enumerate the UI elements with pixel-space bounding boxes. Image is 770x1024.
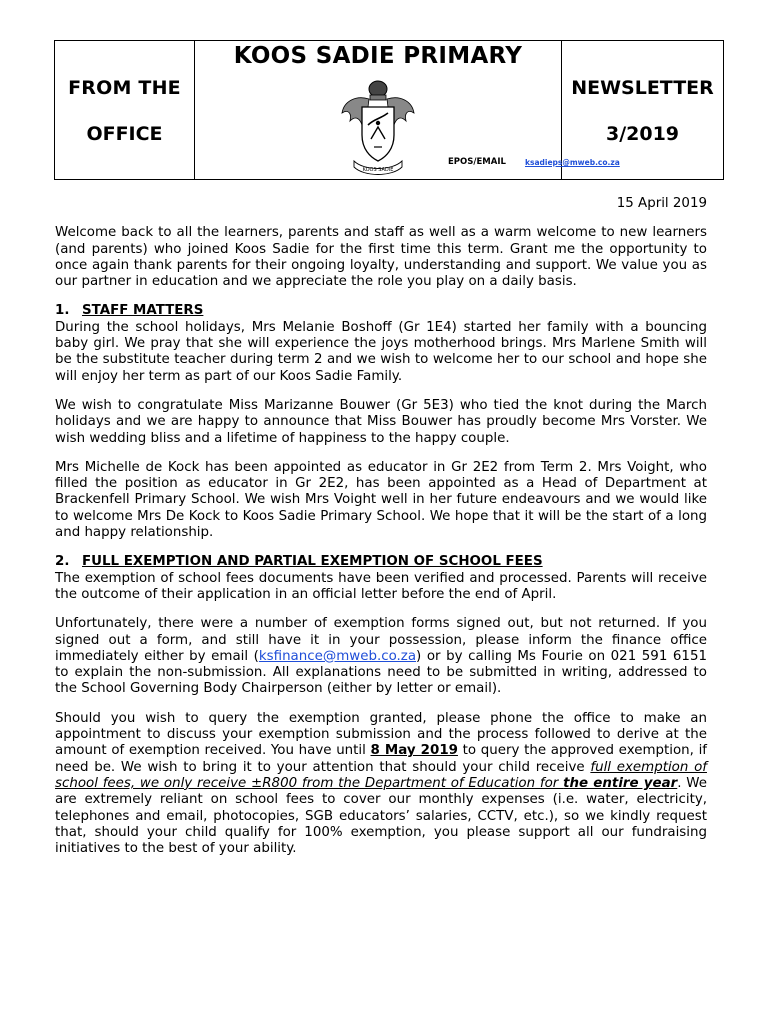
- section-title: STAFF MATTERS: [82, 303, 204, 319]
- newsletter-header: [54, 40, 724, 180]
- contact-label: EPOS/EMAIL: [448, 157, 506, 167]
- exemption-text: Should you wish to query the exemption granted, please phone the office to make an appointment to discuss your exemption submission and the process followed to derive at the amount of exemption received. You have until: [55, 710, 707, 759]
- newsletter-body: [55, 196, 707, 870]
- exemption-paragraph-3: [55, 711, 707, 858]
- exemption-text: Unfortunately, there were a number of exemption forms signed out, but not returned. If you signed out a form, and still have it in your possession, please inform the finance office immediately either by email (: [55, 616, 707, 664]
- issue-number: 3/2019: [605, 123, 680, 145]
- finance-email-link[interactable]: ksfinance@mweb.co.za: [258, 648, 417, 664]
- header-left-cell: [55, 41, 195, 179]
- section-heading-exemption: [55, 554, 707, 570]
- office-label: OFFICE: [86, 123, 163, 145]
- newsletter-date: 15 April 2019: [616, 196, 707, 211]
- header-right-cell: [562, 41, 723, 179]
- section-title: FULL EXEMPTION AND PARTIAL EXEMPTION OF SCHOOL FEES: [82, 554, 543, 570]
- from-the-label: FROM THE: [68, 77, 181, 99]
- query-deadline: 8 May 2019: [370, 743, 458, 759]
- newsletter-label: NEWSLETTER: [571, 77, 714, 99]
- school-name: KOOS SADIE PRIMARY: [233, 43, 523, 69]
- exemption-text: . We are extremely reliant on school fees to cover our monthly expenses (i.e. water, electricity, telephones and email, photocopies, SGB educators’ salaries, CCTV, etc.), so we kindly request that, should your child qualify for 100% exemption, you please support all our fundraising initiatives to the best of your ability.: [55, 775, 707, 857]
- exemption-text: to query the approved exemption, if need be. We wish to bring it to your attention that should your child receive: [55, 743, 707, 775]
- header-center-cell: [195, 41, 620, 179]
- exemption-text: ) or by calling Ms Fourie on 021 591 6151 to explain the non-submission. All explanations need to be submitted in writing, addressed to the School Governing Body Chairperson (either by letter or email).: [55, 648, 707, 697]
- staff-paragraph-3: Mrs Michelle de Kock has been appointed as educator in Gr 2E2 from Term 2. Mrs Voight, who filled the position as educator in Gr 2E2, has been appointed as a Head of Department at Brackenfell Primary School. We wish Mrs Voight well in her future endeavours and we would like to welcome Mrs De Kock to Koos Sadie Primary School. We hope that it will be the start of a long and happy relationship.: [55, 459, 707, 541]
- exemption-emphasis-strong: the entire year: [563, 775, 678, 791]
- staff-paragraph-2: We wish to congratulate Miss Marizanne Bouwer (Gr 5E3) who tied the knot during the March holidays and we are happy to announce that Miss Bouwer has proudly become Mrs Vorster. We wish wedding bliss and a lifetime of happiness to the happy couple.: [55, 397, 707, 446]
- section-number: 1.: [55, 303, 70, 319]
- school-crest-logo: [338, 77, 418, 177]
- exemption-paragraph-2: [55, 616, 707, 697]
- section-number: 2.: [55, 554, 70, 570]
- intro-paragraph: Welcome back to all the learners, parents and staff as well as a warm welcome to new learners (and parents) who joined Koos Sadie for the first time this term. Grant me the opportunity to once again thank parents for their ongoing loyalty, understanding and support. We value you as our partner in education and we appreciate the role you play on a daily basis.: [55, 225, 707, 290]
- staff-paragraph-1: During the school holidays, Mrs Melanie Boshoff (Gr 1E4) started her family with a bouncing baby girl. We pray that she will experience the joys motherhood brings. Mrs Marlene Smith will be the substitute teacher during term 2 and we wish to welcome her to our school and hope she will enjoy her term as part of our Koos Sadie Family.: [55, 319, 707, 384]
- crest-motto: KOOS SADIE: [362, 167, 394, 173]
- exemption-paragraph-1: The exemption of school fees documents have been verified and processed. Parents will receive the outcome of their application in an official letter before the end of April.: [55, 570, 707, 602]
- section-heading-staff-matters: [55, 303, 707, 319]
- exemption-emphasis: full exemption of school fees, we only receive ±R800 from the Department of Education for: [55, 759, 707, 791]
- contact-email-link[interactable]: ksadieps@mweb.co.za: [525, 158, 620, 167]
